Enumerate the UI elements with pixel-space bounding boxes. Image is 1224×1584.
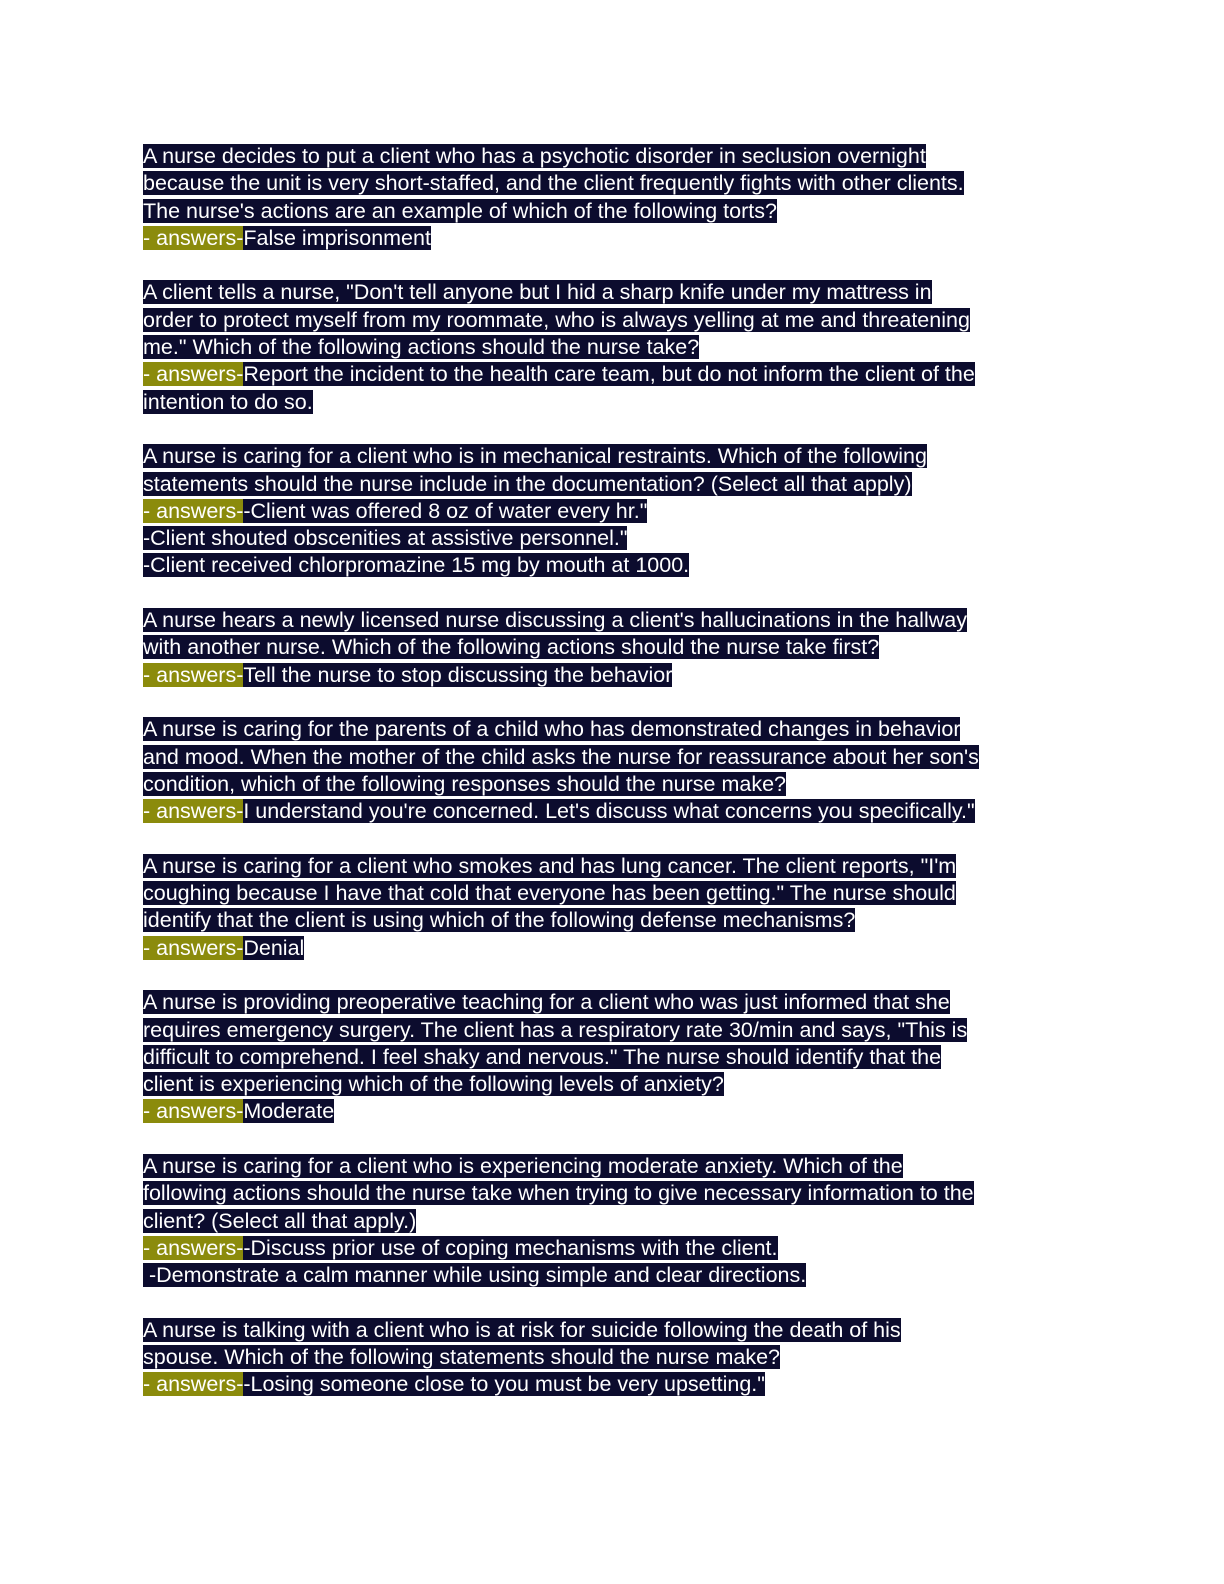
question-line <box>143 907 1083 934</box>
question-line <box>143 634 1083 661</box>
answer-text: I understand you're concerned. Let's discuss what concerns you specifically." <box>243 799 975 824</box>
question-line <box>143 853 1083 880</box>
question-text: A nurse is caring for a client who is experiencing moderate anxiety. Which of the <box>143 1153 903 1178</box>
question-line <box>143 143 1083 170</box>
question-text: client? (Select all that apply.) <box>143 1208 417 1233</box>
qa-item <box>143 716 1083 825</box>
answer-text: -Losing someone close to you must be very upsetting." <box>243 1372 765 1397</box>
question-line <box>143 607 1083 634</box>
question-line <box>143 198 1083 225</box>
question-line <box>143 1044 1083 1071</box>
answer-text: intention to do so. <box>143 389 313 414</box>
question-line <box>143 1017 1083 1044</box>
question-text: because the unit is very short-staffed, and the client frequently fights with other clients. <box>143 171 964 196</box>
question-text: A nurse decides to put a client who has a psychotic disorder in seclusion overnight <box>143 144 926 168</box>
question-text: and mood. When the mother of the child asks the nurse for reassurance about her son's <box>143 744 979 769</box>
qa-item <box>143 143 1083 252</box>
answers-label: - answers- <box>143 362 244 387</box>
question-line <box>143 771 1083 798</box>
question-text: statements should the nurse include in the documentation? (Select all that apply) <box>143 471 912 496</box>
answer-line <box>143 1098 1083 1125</box>
question-line <box>143 1344 1083 1371</box>
qa-item <box>143 853 1083 962</box>
answer-line <box>143 1235 1083 1262</box>
question-line <box>143 1071 1083 1098</box>
answer-text: Moderate <box>243 1099 335 1124</box>
question-line <box>143 334 1083 361</box>
question-text: with another nurse. Which of the following actions should the nurse take first? <box>143 635 880 660</box>
answer-text: Report the incident to the health care team, but do not inform the client of the <box>243 362 975 387</box>
answer-line <box>143 798 1083 825</box>
qa-item <box>143 443 1083 579</box>
answer-text: False imprisonment <box>243 225 431 250</box>
answer-line <box>143 662 1083 689</box>
question-text: A nurse hears a newly licensed nurse discussing a client's hallucinations in the hallway <box>143 608 967 633</box>
answer-line <box>143 225 1083 252</box>
question-text: A nurse is providing preoperative teaching for a client who was just informed that she <box>143 990 950 1015</box>
answer-text: -Discuss prior use of coping mechanisms with the client. <box>243 1235 778 1260</box>
question-text: client is experiencing which of the following levels of anxiety? <box>143 1072 724 1097</box>
question-text: me." Which of the following actions should the nurse take? <box>143 335 700 360</box>
answer-text: Tell the nurse to stop discussing the behavior <box>243 662 673 687</box>
answers-label: - answers- <box>143 225 244 250</box>
question-text: difficult to comprehend. I feel shaky and nervous." The nurse should identify that the <box>143 1044 942 1069</box>
answers-label: - answers- <box>143 498 244 523</box>
answer-text: -Client was offered 8 oz of water every hr." <box>243 498 648 523</box>
answer-continuation-line <box>143 389 1083 416</box>
answer-continuation-line <box>143 552 1083 579</box>
question-text: A client tells a nurse, "Don't tell anyone but I hid a sharp knife under my mattress in <box>143 280 932 305</box>
answers-label: - answers- <box>143 1372 244 1397</box>
qa-item <box>143 1317 1083 1399</box>
answer-text: -Demonstrate a calm manner while using simple and clear directions. <box>143 1263 807 1288</box>
question-line <box>143 307 1083 334</box>
answer-line <box>143 1371 1083 1398</box>
question-line <box>143 170 1083 197</box>
answer-line <box>143 935 1083 962</box>
question-line <box>143 989 1083 1016</box>
question-line <box>143 1180 1083 1207</box>
question-text: spouse. Which of the following statements should the nurse make? <box>143 1345 780 1370</box>
question-text: identify that the client is using which of the following defense mechanisms? <box>143 908 856 933</box>
question-text: A nurse is caring for a client who smokes and has lung cancer. The client reports, "I'm <box>143 853 957 878</box>
question-line <box>143 471 1083 498</box>
answers-label: - answers- <box>143 1235 244 1260</box>
question-text: The nurse's actions are an example of which of the following torts? <box>143 198 777 223</box>
question-line <box>143 1317 1083 1344</box>
answers-label: - answers- <box>143 799 244 824</box>
answers-label: - answers- <box>143 662 244 687</box>
qa-item <box>143 1153 1083 1289</box>
qa-item <box>143 989 1083 1125</box>
answers-label: - answers- <box>143 1099 244 1124</box>
question-line <box>143 1208 1083 1235</box>
answer-line <box>143 498 1083 525</box>
question-text: A nurse is talking with a client who is at risk for suicide following the death of his <box>143 1317 901 1342</box>
question-line <box>143 744 1083 771</box>
question-text: A nurse is caring for a client who is in mechanical restraints. Which of the following <box>143 444 927 469</box>
answer-text: -Client received chlorpromazine 15 mg by mouth at 1000. <box>143 553 690 578</box>
question-text: condition, which of the following responses should the nurse make? <box>143 771 786 796</box>
question-text: requires emergency surgery. The client has a respiratory rate 30/min and says, "This is <box>143 1017 968 1042</box>
answer-text: Denial <box>243 935 305 960</box>
qa-item <box>143 279 1083 415</box>
question-line <box>143 1153 1083 1180</box>
question-text: coughing because I have that cold that everyone has been getting." The nurse should <box>143 881 956 906</box>
question-line <box>143 716 1083 743</box>
answers-label: - answers- <box>143 935 244 960</box>
question-text: order to protect myself from my roommate, who is always yelling at me and threatening <box>143 307 970 332</box>
question-text: following actions should the nurse take when trying to give necessary information to the <box>143 1181 974 1206</box>
question-text: A nurse is caring for the parents of a child who has demonstrated changes in behavior <box>143 717 961 742</box>
question-line <box>143 880 1083 907</box>
answer-continuation-line <box>143 525 1083 552</box>
document-body <box>143 143 1083 1426</box>
question-line <box>143 443 1083 470</box>
qa-item <box>143 607 1083 689</box>
question-line <box>143 279 1083 306</box>
answer-text: -Client shouted obscenities at assistive personnel." <box>143 526 628 551</box>
answer-continuation-line <box>143 1262 1083 1289</box>
answer-line <box>143 361 1083 388</box>
